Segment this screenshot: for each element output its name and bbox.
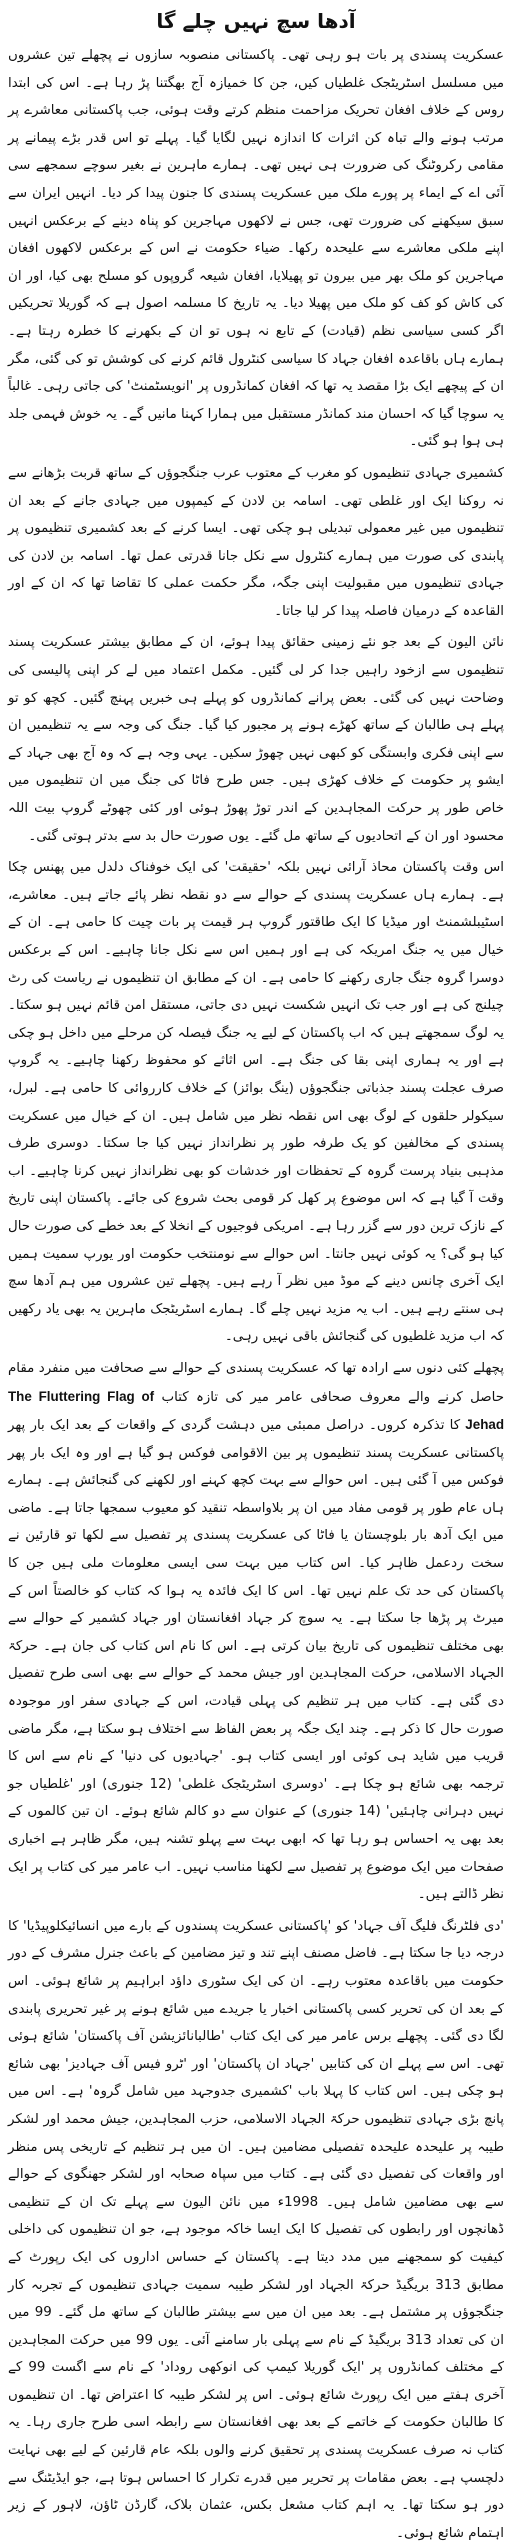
paragraph-5 bbox=[8, 1355, 504, 1909]
paragraph-6: 'دی فلٹرنگ فلیگ آف جہاد' کو 'پاکستانی عسکریت پسندوں کے بارے میں انسائیکلوپیڈیا' کا درجہ دیا جا سکتا ہے۔ فاضل مصنف اپنے تند و تیز مضامین کے باعث جنرل مشرف کے دور حکومت میں باقاعدہ معتوب رہے۔ ان کی ایک سٹوری داؤد ابراہیم پر شائع ہوئی۔ اس کے بعد ان کی تحریر کسی پاکستانی اخبار یا جریدے میں شائع ہونے پر غیر تحریری پابندی لگا دی گئی۔ پچھلے برس عامر میر کی ایک کتاب 'طالبانائزیشن آف پاکستان' شائع ہوئی تھی۔ اس سے پہلے ان کی کتابیں 'جہاد ان پاکستان' اور 'ٹرو فیس آف جہادیز' بھی شائع ہو چکی ہیں۔ اس کتاب کا پہلا باب 'کشمیری جدوجہد میں شامل گروہ' ہے۔ اس میں پانچ بڑی جہادی تنظیموں حرکۃ الجہاد الاسلامی، حزب المجاہدین، جیش محمد اور لشکر طیبہ پر علیحدہ علیحدہ تفصیلی مضامین ہیں۔ ان میں ہر تنظیم کے تاریخی پس منظر اور واقعات کی تفصیل دی گئی ہے۔ کتاب میں سپاہ صحابہ اور لشکر جھنگوی کے حوالے سے بھی مضامین شامل ہیں۔ 1998ء میں نائن الیون سے پہلے تک ان کے تنظیمی ڈھانچوں اور رابطوں کی تفصیل کا ایک ایسا خاکہ موجود ہے، جو ان تنظیموں کی داخلی کیفیت کو سمجھنے میں مدد دیتا ہے۔ پاکستان کے حساس اداروں کی ایک رپورٹ کے مطابق 313 بریگیڈ حرکۃ الجہاد اور لشکر طیبہ سمیت جہادی تنظیموں کے تجربہ کار جنگجوؤں پر مشتمل ہے۔ بعد میں ان میں سے بیشتر طالبان کے ساتھ مل گئے۔ 99 میں ان کی تعداد 313 بریگیڈ کے نام سے پہلی بار سامنے آئی۔ یوں 99 میں حرکت المجاہدین کے مختلف کمانڈروں پر 'ایک گوریلا کیمپ کی انوکھی روداد' کے نام سے اگست 99 کے آخری ہفتے میں ایک رپورٹ شائع ہوئی۔ اس پر لشکر طیبہ کا اعتراض تھا۔ ان تنظیموں کا طالبان حکومت کے خاتمے کے بعد بھی افغانستان سے رابطہ اسی طرح جاری رہا۔ یہ کتاب نہ صرف عسکریت پسندی پر تحقیق کرنے والوں بلکہ عام قارئین کے لیے بھی نہایت دلچسپ ہے۔ بعض مقامات پر تحریر میں قدرے تکرار کا احساس ہوتا ہے، جو ایڈیٹنگ سے دور ہو سکتا تھا۔ یہ اہم کتاب مشعل بکس، عثمان بلاک، گارڈن ٹاؤن، لاہور کے زیر اہتمام شائع ہوئی۔ bbox=[8, 1918, 505, 2541]
column-title: آدھا سچ نہیں چلے گا bbox=[156, 9, 356, 33]
book-title-english: The Fluttering Flag of Jehad bbox=[8, 1388, 504, 1433]
paragraph-4: اس وقت پاکستان محاذ آرائی نہیں بلکہ 'حقیقت' کی ایک خوفناک دلدل میں پھنس چکا ہے۔ ہمارے ہاں عسکریت پسندی کے حوالے سے دو نقطہ نظر پائے جاتے ہیں۔ معاشرے، اسٹیبلشمنٹ اور میڈیا کا ایک طاقتور گروپ ہر قیمت پر بات چیت کا حامی ہے۔ ان کے خیال میں یہ جنگ امریکہ کی ہے اور ہمیں اس سے نکل جانا چاہیے۔ اس کے برعکس دوسرا گروہ جنگ جاری رکھنے کا حامی ہے۔ ان کے مطابق ان تنظیموں نے ریاست کی رٹ چیلنج کی ہے اور جب تک انہیں شکست نہیں دی جاتی، مستقل امن قائم نہیں ہو سکتا۔ یہ لوگ سمجھتے ہیں کہ اب پاکستان کے لیے یہ جنگ فیصلہ کن مرحلے میں داخل ہو چکی ہے اور یہ ہماری اپنی بقا کی جنگ ہے۔ اس اثاثے کو محفوظ رکھنا چاہیے۔ یہ گروپ صرف عجلت پسند جذباتی جنگجوؤں (ینگ بوائز) کے خلاف کارروائی کا حامی ہے۔ لبرل، سیکولر حلقوں کے لوگ بھی اس نقطہ نظر میں شامل ہیں۔ ان کے خیال میں عسکریت پسندی کے مخالفین کو یک طرفہ طور پر نظرانداز نہیں کیا جا سکتا۔ دوسری طرف مذہبی بنیاد پرست گروہ کے تحفظات اور خدشات کو بھی نظرانداز نہیں کرنا چاہیے۔ اب وقت آ گیا ہے کہ اس موضوع پر کھل کر قومی بحث شروع کی جائے۔ پاکستان اپنی تاریخ کے نازک ترین دور سے گزر رہا ہے۔ امریکی فوجیوں کے انخلا کے بعد خطے کی صورت حال کیا ہو گی؟ یہ کوئی نہیں جانتا۔ اس حوالے سے نومنتخب حکومت اور یورپ سمیت ہمیں ایک آخری چانس دینے کے موڈ میں نظر آ رہے ہیں۔ پچھلے تین عشروں میں ہم آدھا سچ ہی سنتے رہے ہیں۔ اب یہ مزید نہیں چلے گا۔ ہمارے اسٹریٹجک ماہرین یہ بھی یاد رکھیں کہ اب مزید غلطیوں کی گنجائش باقی نہیں رہی۔ bbox=[8, 860, 504, 1345]
paragraph-1: عسکریت پسندی پر بات ہو رہی تھی۔ پاکستانی منصوبہ سازوں نے پچھلے تین عشروں میں مسلسل اسٹریٹجک غلطیاں کیں، جن کا خمیازہ آج بھگتنا پڑ رہا ہے۔ اس کی ابتدا روس کے خلاف افغان تحریک مزاحمت منظم کرتے وقت ہوئی، جب پاکستانی معاشرے پر مرتب ہونے والے تباہ کن اثرات کا اندازہ نہیں لگایا گیا۔ پہلے تو اس قدر بڑے پیمانے پر مقامی رکروٹنگ کی ضرورت ہی نہیں تھی۔ ہمارے ماہرین نے بغیر سوچے سمجھے سی آئی اے کے ایماء پر پورے ملک میں عسکریت پسندی کا جنون پیدا کر دیا۔ انہیں ایران سے سبق سیکھنے کی ضرورت تھی، جس نے لاکھوں مہاجرین کو پناہ دینے کے برعکس انہیں اپنے ملکی معاشرے سے علیحدہ رکھا۔ ضیاء حکومت نے اس کے برعکس لاکھوں افغان مہاجرین کو ملک بھر میں بیرون تو پھیلایا، افغان شیعہ گروپوں کو مسلح بھی کیا، اور ان کی کاش کو کف کو ملک میں پھیلا دیا۔ یہ تاریخ کا مسلمہ اصول ہے کہ گوریلا تحریکیں اگر کسی سیاسی نظم (قیادت) کے تابع نہ ہوں تو ان کے بکھرنے کا خطرہ رہتا ہے۔ ہمارے ہاں باقاعدہ افغان جہاد کا سیاسی کنٹرول قائم کرنے کی کوشش تو کی گئی، مگر ان کے پیچھے ایک بڑا مقصد یہ تھا کہ افغان کمانڈروں پر 'انویسٹمنٹ' کی جاتی رہی۔ غالباً یہ سوچا گیا کہ احسان مند کمانڈر مستقبل میں ہمارا کہنا مانیں گے۔ یہ خوش فہمی جلد ہی ہوا ہو گئی۔ bbox=[8, 48, 504, 450]
paragraph-5-intro: پچھلے کئی دنوں سے ارادہ تھا کہ عسکریت پسندی کے حوالے سے صحافت میں منفرد مقام حاصل کرنے والے معروف صحافی عامر میر کی تازہ کتاب bbox=[8, 1360, 504, 1405]
paragraph-5-body: کا تذکرہ کروں۔ دراصل ممبئی میں دہشت گردی کے واقعات کے بعد ایک بار پھر پاکستانی عسکریت پسند تنظیموں پر بین الاقوامی فوکس ہو گیا ہے اور وہ ایک بار پھر فوکس میں آ گئی ہیں۔ اس حوالے سے بہت کچھ کہنے اور لکھنے کی گنجائش ہے۔ ہمارے ہاں عام طور پر قومی مفاد میں ان پر بلاواسطہ تنقید کو معیوب سمجھا جاتا ہے۔ ماضی میں ایک آدھ بار بلوچستان یا فاٹا کی عسکریت پسندی پر تفصیل سے لکھا تو قارئین نے سخت ردعمل ظاہر کیا۔ اس کتاب میں بہت سی ایسی معلومات ملی ہیں جن کا پاکستان کی حد تک علم نہیں تھا۔ اس کا ایک فائدہ یہ ہوا کہ کتاب کو خالصتاً اس کے میرٹ پر پڑھا جا سکتا ہے۔ یہ سوچ کر جہاد افغانستان اور جہاد کشمیر کے حوالے سے بھی مختلف تنظیموں کی تاریخ بیان کرتی ہے۔ اس کا نام اس کتاب کی جان ہے۔ حرکۃ الجہاد الاسلامی، حرکت المجاہدین اور جیش محمد کے حوالے سے بھی اسی طرح تفصیل دی گئی ہے۔ کتاب میں ہر تنظیم کی پہلی قیادت، اس کے جہادی سفر اور موجودہ صورت حال کا ذکر ہے۔ چند ایک جگہ پر بعض الفاظ سے اختلاف ہو سکتا ہے، مگر ماضی قریب میں شاید ہی کوئی اور ایسی کتاب ہو۔ 'جہادیوں کی دنیا' کے نام سے اس کا ترجمہ بھی شائع ہو چکا ہے۔ 'دوسری اسٹریٹجک غلطی' (12 جنوری) اور 'غلطیاں جو نہیں دہرانی چاہئیں' (14 جنوری) کے عنوان سے دو کالم شائع ہوئے۔ ان تین کالموں کے بعد بھی یہ احساس ہو رہا تھا کہ ابھی بہت سے پہلو تشنہ ہیں، مگر ظاہر ہے اخباری صفحات میں ایک موضوع پر تفصیل سے لکھنا مناسب نہیں۔ اب عامر میر کی کتاب پر ایک نظر ڈالتے ہیں۔ bbox=[8, 1418, 504, 1903]
paragraph-3: نائن الیون کے بعد جو نئے زمینی حقائق پیدا ہوئے، ان کے مطابق بیشتر عسکریت پسند تنظیموں سے ازخود راہیں جدا کر لی گئیں۔ مکمل اعتماد میں لے کر اپنی پالیسی کی وضاحت نہیں کی گئی۔ بعض پرانے کمانڈروں کو پہلے ہی خبریں پہنچ گئیں۔ کچھ کو تو پہلے ہی طالبان کے ساتھ کھڑے ہونے پر مجبور کیا گیا۔ جنگ کی وجہ سے یہ تنظیمیں ان سے اپنی فکری وابستگی کو کبھی نہیں چھوڑ سکیں۔ یہی وجہ ہے کہ وہ آج بھی جہاد کے ایشو پر حکومت کے خلاف کھڑی ہیں۔ جس طرح فاٹا کی جنگ میں ان تنظیموں میں خاص طور پر حرکت المجاہدین کے اندر توڑ پھوڑ ہوئی اور کئی چھوٹے گروپ بیت اللہ محسود اور ان کے اتحادیوں کے ساتھ مل گئے۔ یوں صورت حال بد سے بدتر ہوتی گئی۔ bbox=[8, 635, 504, 844]
paragraph-2: کشمیری جہادی تنظیموں کو مغرب کے معتوب عرب جنگجوؤں کے ساتھ قربت بڑھانے سے نہ روکنا ایک اور غلطی تھی۔ اسامہ بن لادن کے کیمپوں میں جہادی جانے کے بعد ان تنظیموں میں غیر معمولی تبدیلی ہو چکی تھی۔ ایسا کرنے کے بعد کشمیری تنظیموں پر پابندی کی صورت میں ہمارے کنٹرول سے نکل جانا قدرتی عمل تھا۔ اسامہ بن لادن کی جہادی تنظیموں میں مقبولیت اپنی جگہ، مگر حکمت عملی کا تقاضا تھا کہ ان کے اور القاعدہ کے درمیان فاصلہ پیدا کر لیا جاتا۔ bbox=[8, 465, 504, 619]
